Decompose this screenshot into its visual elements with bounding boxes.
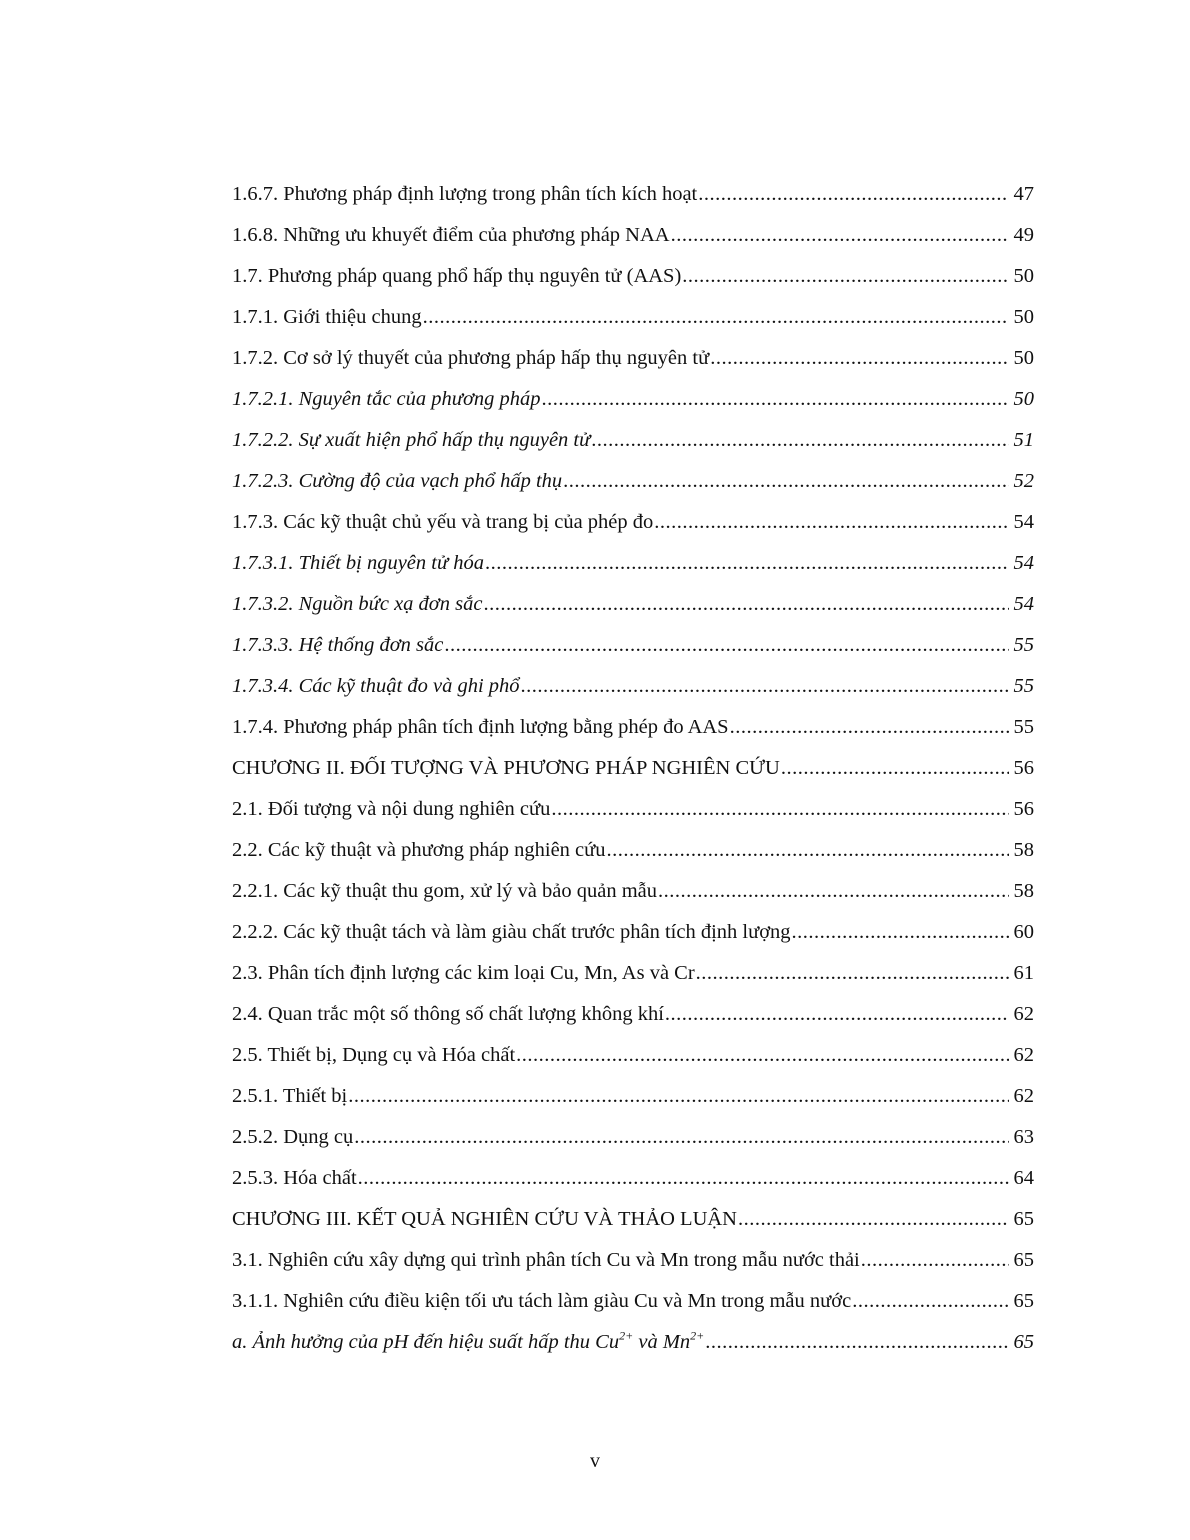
toc-entry-page: 58 (1013, 880, 1034, 902)
toc-entry[interactable] (232, 379, 1034, 420)
dot-leader (542, 379, 1009, 420)
dot-leader (354, 1117, 1009, 1158)
toc-entry[interactable] (232, 994, 1034, 1035)
toc-entry[interactable] (232, 297, 1034, 338)
dot-leader (423, 297, 1009, 338)
toc-entry-page: 64 (1013, 1167, 1034, 1189)
dot-leader (444, 625, 1009, 666)
toc-entry-title (232, 1322, 704, 1363)
toc-entry-title: 1.7.3.1. Thiết bị nguyên tử hóa (232, 552, 485, 574)
toc-entry-page: 65 (1013, 1290, 1034, 1312)
toc-entry-page: 61 (1013, 962, 1034, 984)
toc-entry-title: 3.1. Nghiên cứu xây dựng qui trình phân tích Cu và Mn trong mẫu nước thải (232, 1249, 860, 1271)
dot-leader (705, 1322, 1009, 1363)
toc-entry-page: 62 (1013, 1003, 1034, 1025)
dot-leader (348, 1076, 1009, 1117)
toc-entry[interactable] (232, 461, 1034, 502)
dot-leader (781, 748, 1009, 789)
toc-entry[interactable] (232, 953, 1034, 994)
toc-entry[interactable] (232, 666, 1034, 707)
toc-entry-page: 55 (1013, 634, 1034, 656)
superscript-charge: 2+ (619, 1328, 634, 1343)
toc-entry[interactable] (232, 256, 1034, 297)
dot-leader (654, 502, 1009, 543)
toc-entry[interactable] (232, 1322, 1034, 1363)
toc-entry-title: 2.5.3. Hóa chất (232, 1167, 357, 1189)
dot-leader (671, 215, 1009, 256)
toc-entry-page: 65 (1013, 1208, 1034, 1230)
toc-entry-title: 1.7.1. Giới thiệu chung (232, 306, 422, 328)
toc-entry[interactable] (232, 420, 1034, 461)
toc-entry[interactable] (232, 215, 1034, 256)
toc-entry[interactable] (232, 1199, 1034, 1240)
toc-entry-title: 1.6.8. Những ưu khuyết điểm của phương pháp NAA (232, 224, 670, 246)
dot-leader (682, 256, 1009, 297)
dot-leader (696, 953, 1009, 994)
toc-entry-title: 2.2.2. Các kỹ thuật tách và làm giàu chất trước phân tích định lượng (232, 921, 791, 943)
dot-leader (710, 338, 1009, 379)
dot-leader (516, 1035, 1009, 1076)
toc-entry-title: 1.7.3.2. Nguồn bức xạ đơn sắc (232, 593, 483, 615)
table-of-contents (232, 174, 1034, 1363)
toc-entry[interactable] (232, 543, 1034, 584)
toc-entry-title: 1.7. Phương pháp quang phổ hấp thụ nguyên tử (AAS) (232, 265, 682, 287)
toc-entry[interactable] (232, 1281, 1034, 1322)
superscript-charge: 2+ (690, 1328, 705, 1343)
toc-entry-page: 54 (1013, 552, 1034, 574)
toc-entry-title-part: và Mn (633, 1331, 691, 1353)
toc-entry-title-part: a. Ảnh hưởng của pH đến hiệu suất hấp thu Cu (232, 1331, 620, 1353)
toc-entry-title: 1.7.3.3. Hệ thống đơn sắc (232, 634, 444, 656)
toc-entry-title: 1.7.2.2. Sự xuất hiện phổ hấp thụ nguyên tử (232, 429, 591, 451)
toc-entry-page: 56 (1013, 757, 1034, 779)
dot-leader (861, 1240, 1009, 1281)
toc-entry-title: 1.6.7. Phương pháp định lượng trong phân tích kích hoạt (232, 183, 698, 205)
toc-entry-page: 47 (1013, 183, 1034, 205)
toc-entry-page: 50 (1013, 388, 1034, 410)
toc-entry-page: 65 (1013, 1331, 1034, 1353)
toc-entry-page: 60 (1013, 921, 1034, 943)
toc-entry-page: 58 (1013, 839, 1034, 861)
toc-entry-title: 2.5.2. Dụng cụ (232, 1126, 354, 1148)
toc-entry[interactable] (232, 871, 1034, 912)
toc-entry-page: 50 (1013, 347, 1034, 369)
dot-leader (665, 994, 1009, 1035)
dot-leader (852, 1281, 1009, 1322)
toc-entry-title: 2.2.1. Các kỹ thuật thu gom, xử lý và bảo quản mẫu (232, 880, 658, 902)
dot-leader (358, 1158, 1009, 1199)
dot-leader (792, 912, 1009, 953)
toc-entry-page: 52 (1013, 470, 1034, 492)
toc-entry[interactable] (232, 830, 1034, 871)
dot-leader (521, 666, 1009, 707)
toc-entry-page: 62 (1013, 1044, 1034, 1066)
toc-entry[interactable] (232, 502, 1034, 543)
page-number-footer: v (590, 1450, 600, 1472)
toc-entry[interactable] (232, 1035, 1034, 1076)
toc-entry-title: 1.7.4. Phương pháp phân tích định lượng bằng phép đo AAS (232, 716, 729, 738)
toc-entry[interactable] (232, 174, 1034, 215)
toc-entry-title: 1.7.3. Các kỹ thuật chủ yếu và trang bị của phép đo (232, 511, 654, 533)
toc-entry-page: 54 (1013, 593, 1034, 615)
toc-entry-page: 56 (1013, 798, 1034, 820)
toc-entry-title: 1.7.3.4. Các kỹ thuật đo và ghi phổ (232, 675, 520, 697)
dot-leader (551, 789, 1009, 830)
toc-entry-page: 62 (1013, 1085, 1034, 1107)
toc-entry-page: 63 (1013, 1126, 1034, 1148)
toc-entry-title: CHƯƠNG III. KẾT QUẢ NGHIÊN CỨU VÀ THẢO LUẬN (232, 1208, 737, 1230)
toc-entry-title: 2.4. Quan trắc một số thông số chất lượng không khí (232, 1003, 664, 1025)
toc-entry-page: 54 (1013, 511, 1034, 533)
toc-entry-title: 1.7.2.3. Cường độ của vạch phổ hấp thụ (232, 470, 563, 492)
toc-entry-title: 3.1.1. Nghiên cứu điều kiện tối ưu tách làm giàu Cu và Mn trong mẫu nước (232, 1290, 852, 1312)
toc-entry[interactable] (232, 789, 1034, 830)
toc-entry-title: 2.2. Các kỹ thuật và phương pháp nghiên cứu (232, 839, 606, 861)
toc-entry[interactable] (232, 707, 1034, 748)
dot-leader (607, 830, 1009, 871)
dot-leader (730, 707, 1009, 748)
toc-entry-page: 50 (1013, 306, 1034, 328)
toc-entry[interactable] (232, 584, 1034, 625)
toc-entry-title: 2.5.1. Thiết bị (232, 1085, 348, 1107)
dot-leader (563, 461, 1009, 502)
toc-entry-page: 55 (1013, 716, 1034, 738)
toc-entry-page: 65 (1013, 1249, 1034, 1271)
toc-entry-page: 49 (1013, 224, 1034, 246)
dot-leader (591, 420, 1009, 461)
toc-entry-title: 2.1. Đối tượng và nội dung nghiên cứu (232, 798, 551, 820)
toc-entry-page: 50 (1013, 265, 1034, 287)
dot-leader (485, 543, 1009, 584)
dot-leader (658, 871, 1009, 912)
toc-entry-title: 1.7.2. Cơ sở lý thuyết của phương pháp hấp thụ nguyên tử (232, 347, 710, 369)
dot-leader (483, 584, 1009, 625)
toc-entry-title: 1.7.2.1. Nguyên tắc của phương pháp (232, 388, 541, 410)
toc-entry-page: 55 (1013, 675, 1034, 697)
toc-entry[interactable] (232, 338, 1034, 379)
toc-entry[interactable] (232, 1117, 1034, 1158)
toc-entry[interactable] (232, 1076, 1034, 1117)
toc-entry[interactable] (232, 1158, 1034, 1199)
toc-entry-title: 2.5. Thiết bị, Dụng cụ và Hóa chất (232, 1044, 516, 1066)
toc-entry[interactable] (232, 1240, 1034, 1281)
toc-entry[interactable] (232, 625, 1034, 666)
toc-entry-title: CHƯƠNG II. ĐỐI TƯỢNG VÀ PHƯƠNG PHÁP NGHIÊN CỨU (232, 757, 780, 779)
toc-entry[interactable] (232, 748, 1034, 789)
toc-entry[interactable] (232, 912, 1034, 953)
toc-entry-title: 2.3. Phân tích định lượng các kim loại Cu, Mn, As và Cr (232, 962, 695, 984)
toc-entry-page: 51 (1013, 429, 1034, 451)
dot-leader (698, 174, 1009, 215)
dot-leader (738, 1199, 1009, 1240)
